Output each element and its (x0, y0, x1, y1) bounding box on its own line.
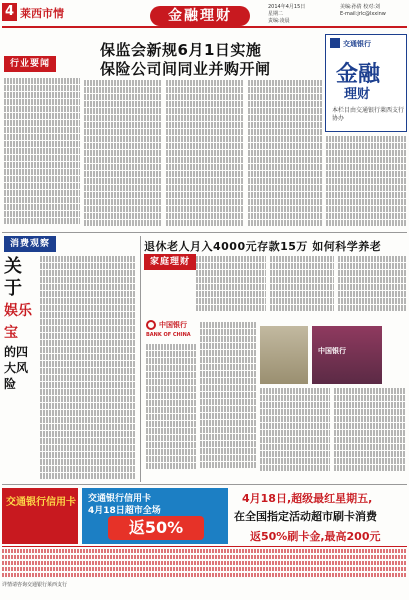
headline-top-sub: 保险公司间同业并购开闸 (100, 60, 271, 78)
headline-top: 保监会新规6月1日实施 (100, 41, 262, 59)
boc-logo: 中国银行 BANK OF CHINA (146, 321, 191, 338)
ad-mid-banner: 交通银行信用卡 4月18日超市全场 返50% (82, 488, 228, 544)
boc-ad-col-2 (200, 322, 256, 482)
article-left-col (40, 256, 136, 482)
page-header (0, 0, 409, 30)
article-top-col-2 (84, 80, 162, 228)
bocom-credit-card-ad (0, 488, 409, 600)
article-top-col-4 (248, 80, 322, 228)
issue-date: 2014年4月15日 星期二 责编:凌晨 (268, 4, 306, 24)
column-title-big2: 理财 (344, 87, 371, 102)
column-sponsor: 本栏目由交通银行莱西支行协办 (332, 107, 405, 122)
tag-industry-news: 行业要闻 (4, 56, 56, 72)
bocom-logo-icon (330, 38, 340, 48)
divider-bottom (2, 484, 407, 485)
ad-fine-print (2, 546, 407, 580)
promo-photo-1 (260, 326, 308, 384)
boc-ad-col-4 (334, 388, 406, 482)
article-right-col-1 (196, 256, 266, 318)
brand-name: 莱西市情 (20, 7, 64, 20)
article-right-col-2 (270, 256, 334, 318)
tag-family-finance: 家庭理财 (144, 254, 196, 270)
tag-consumer-watch: 消费观察 (4, 236, 56, 252)
ad-right-text: 4月18日,超级最红星期五, 在全国指定活动超市刷卡消费 返50%刷卡金,最高200元 (234, 492, 381, 543)
headline-retirement: 退休老人月入4000元存款15万 如何科学养老 (144, 240, 382, 253)
article-left-title: 关于 娱乐宝 的四大风险 (4, 256, 32, 391)
ad-left-banner: 交通银行信用卡 (2, 488, 78, 544)
promo-photo-2: 中国银行 (312, 326, 382, 384)
section-title: 金融理财 (150, 6, 250, 26)
editor-info: 美编:孙倩 校对:刘 E-mail:jrlc@lxxinw (340, 4, 386, 17)
page-number: 4 (2, 3, 17, 21)
boc-ad-col-3 (260, 388, 330, 482)
article-top-col-5 (326, 136, 406, 228)
divider-top (2, 232, 407, 233)
header-rule (2, 26, 407, 28)
boc-logo-icon (146, 320, 156, 330)
ad-footer: 详情请咨询交通银行莱西支行 (2, 582, 68, 588)
bocom-column-box (325, 34, 407, 132)
bocom-logo-text: 交通银行 (343, 40, 371, 48)
boc-ad-col-1 (146, 344, 196, 482)
ad-cashback-badge: 返50% (108, 516, 204, 540)
article-top-col-3 (166, 80, 244, 228)
column-title-big: 金融 (336, 62, 381, 87)
article-top-col-1 (4, 78, 80, 228)
article-right-col-3 (338, 256, 406, 318)
divider-mid (140, 236, 141, 482)
